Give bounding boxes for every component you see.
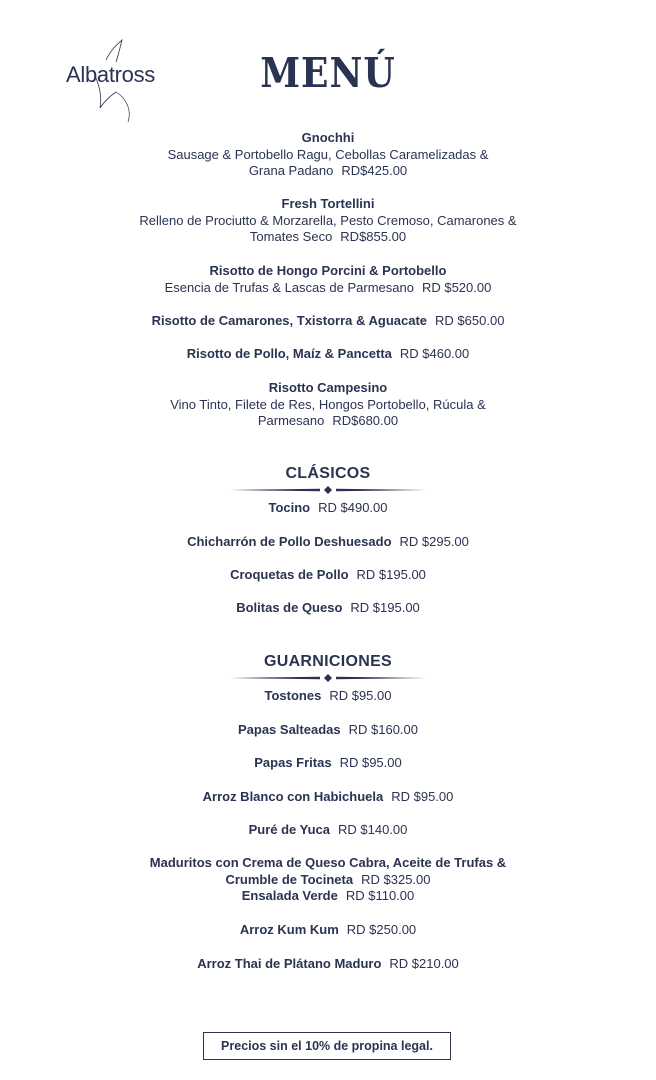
item-name: Maduritos con Crema de Queso Cabra, Aceite de Trufas & xyxy=(149,855,507,870)
tip-notice: Precios sin el 10% de propina legal. xyxy=(203,1032,451,1060)
clasicos-list xyxy=(0,534,656,551)
main-items-list xyxy=(0,263,656,296)
ornament-divider xyxy=(230,673,426,683)
menu-item xyxy=(0,722,656,739)
item-price: RD $95.00 xyxy=(339,755,402,770)
item-name: Chicharrón de Pollo Deshuesado xyxy=(187,534,392,549)
menu-item xyxy=(0,600,656,617)
ornament-divider xyxy=(230,485,426,495)
main-items-list xyxy=(0,130,656,180)
main-items-list xyxy=(0,346,656,363)
guarniciones-list xyxy=(0,722,656,739)
guarniciones-list xyxy=(0,789,656,806)
item-name: Risotto Campesino xyxy=(268,380,388,395)
section-title-guarniciones: GUARNICIONES xyxy=(263,653,393,670)
item-name: Bolitas de Queso xyxy=(236,600,343,615)
item-name: Arroz Blanco con Habichuela xyxy=(202,789,384,804)
guarniciones-list xyxy=(0,956,656,973)
item-name: Arroz Thai de Plátano Maduro xyxy=(197,956,382,971)
main-items-list xyxy=(0,313,656,330)
item-description: Grana Padano xyxy=(248,163,334,178)
item-name: Crumble de Tocineta xyxy=(225,871,354,887)
item-name: Tostones xyxy=(264,688,322,703)
guarniciones-list xyxy=(0,755,656,772)
item-name: Risotto de Hongo Porcini & Portobello xyxy=(209,263,447,278)
item-name: Risotto de Camarones, Txistorra & Aguacate xyxy=(151,313,428,328)
guarniciones-list xyxy=(0,688,656,705)
item-name: Gnochhi xyxy=(301,130,355,145)
item-price: RD $250.00 xyxy=(346,922,417,937)
menu-item xyxy=(0,567,656,584)
item-price: RD $95.00 xyxy=(329,688,392,703)
item-price: RD $295.00 xyxy=(399,534,469,549)
menu-item xyxy=(0,922,656,939)
item-price: RD $95.00 xyxy=(391,789,454,804)
menu-item xyxy=(0,755,656,772)
menu-item xyxy=(0,380,656,430)
item-price: RD $210.00 xyxy=(389,956,459,971)
menu-item xyxy=(0,789,656,806)
guarniciones-list xyxy=(0,922,656,939)
page-title: MENÚ xyxy=(260,48,396,98)
item-price: RD$425.00 xyxy=(341,163,408,178)
item-price: RD $110.00 xyxy=(345,888,415,903)
clasicos-list xyxy=(0,600,656,617)
clasicos-list xyxy=(0,500,656,517)
main-items-list xyxy=(0,380,656,430)
item-description: Esencia de Trufas & Lascas de Parmesano xyxy=(164,279,414,295)
main-items-list xyxy=(0,196,656,246)
item-price: RD $140.00 xyxy=(338,822,408,837)
menu-item xyxy=(0,855,656,905)
clasicos-list xyxy=(0,567,656,584)
item-price: RD $195.00 xyxy=(350,600,420,615)
menu-item xyxy=(0,346,656,363)
item-name: Croquetas de Pollo xyxy=(230,567,349,582)
menu-item xyxy=(0,822,656,839)
item-price: RD $490.00 xyxy=(318,500,388,515)
item-price: RD$680.00 xyxy=(332,413,399,428)
menu-item xyxy=(0,956,656,973)
menu-item xyxy=(0,534,656,551)
item-name: Risotto de Pollo, Maíz & Pancetta xyxy=(186,346,392,361)
menu-item xyxy=(0,500,656,517)
item-description: Tomates Seco xyxy=(249,229,333,244)
menu-item xyxy=(0,313,656,330)
item-price: RD $195.00 xyxy=(356,567,426,582)
item-price: RD$855.00 xyxy=(340,229,407,244)
item-description: Sausage & Portobello Ragu, Cebollas Caramelizadas & xyxy=(167,146,489,162)
menu-item xyxy=(0,263,656,296)
menu-item xyxy=(0,130,656,180)
section-title-clasicos: CLÁSICOS xyxy=(285,465,371,482)
item-description: Parmesano xyxy=(257,413,325,428)
item-price: RD $520.00 xyxy=(421,279,492,295)
item-name: Puré de Yuca xyxy=(248,822,331,837)
item-name: Papas Salteadas xyxy=(237,722,341,737)
item-name: Ensalada Verde xyxy=(241,888,338,903)
item-price: RD $460.00 xyxy=(399,346,470,361)
guarniciones-list xyxy=(0,822,656,839)
item-name: Papas Fritas xyxy=(254,755,332,770)
brand-name: Albatross xyxy=(66,62,156,87)
item-name: Arroz Kum Kum xyxy=(239,922,339,937)
menu-item xyxy=(0,688,656,705)
item-description: Vino Tinto, Filete de Res, Hongos Portobello, Rúcula & xyxy=(170,396,486,412)
guarniciones-list xyxy=(0,855,656,905)
item-name: Tocino xyxy=(268,500,311,515)
item-price: RD $325.00 xyxy=(361,871,431,887)
item-description: Relleno de Prociutto & Morzarella, Pesto Cremoso, Camarones & xyxy=(139,212,517,228)
item-price: RD $650.00 xyxy=(435,313,505,328)
item-name: Fresh Tortellini xyxy=(281,196,375,211)
item-price: RD $160.00 xyxy=(348,722,418,737)
menu-item xyxy=(0,196,656,246)
